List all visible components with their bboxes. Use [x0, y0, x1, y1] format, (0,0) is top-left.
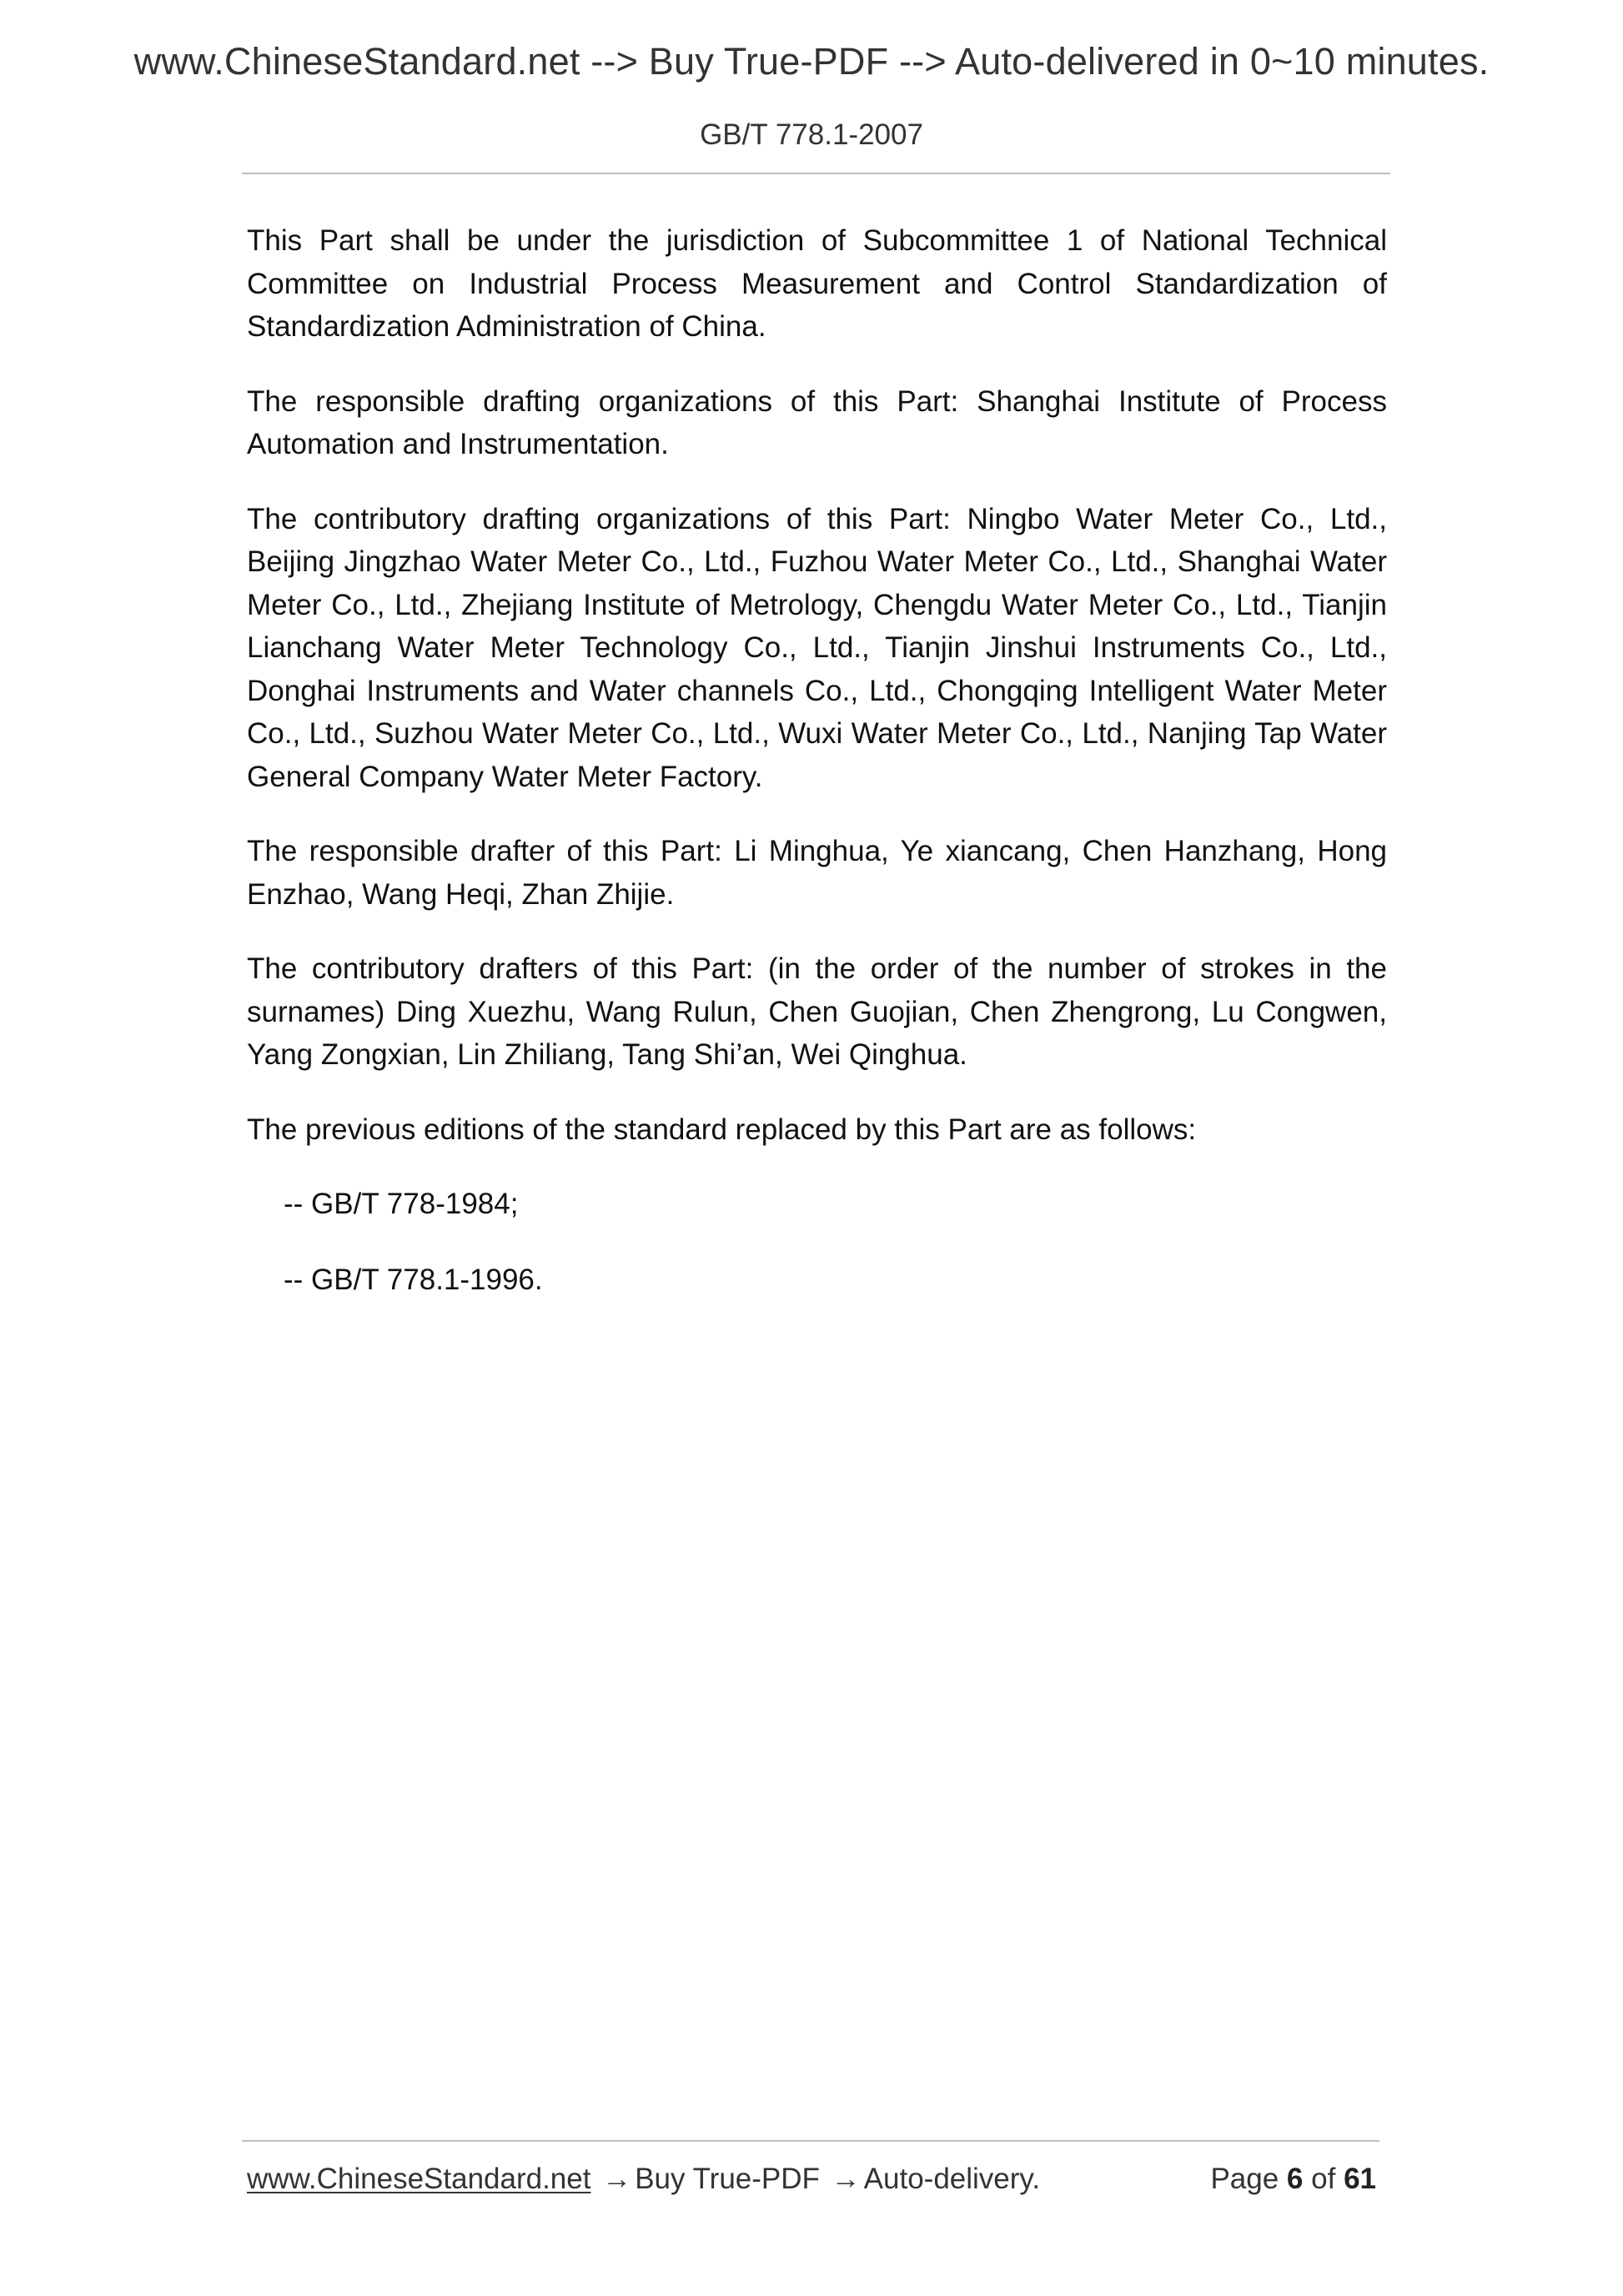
document-body: [247, 219, 1387, 1334]
arrow-right-icon: →: [831, 2163, 861, 2195]
footer-site-link[interactable]: www.ChineseStandard.net: [247, 2163, 591, 2195]
arrow-right-icon: →: [602, 2163, 632, 2195]
page-number: [1210, 2163, 1376, 2196]
of-label: of: [1311, 2163, 1336, 2195]
paragraph-responsible-drafters: The responsible drafter of this Part: Li Minghua, Ye xiancang, Chen Hanzhang, Hong Enzhao, Wang Heqi, Zhan Zhijie.: [247, 835, 1387, 911]
paragraph-contributory-organizations: The contributory drafting organizations of this Part: Ningbo Water Meter Co., Ltd., Beijing Jingzhao Water Meter Co., Ltd., Fuzhou Water Meter Co., Ltd., Shanghai Water Meter Co., Ltd., Zhejiang Institute of Metrology, Chengdu Water Meter Co., Ltd., Tianjin Lianchang Water Meter Technology Co., Ltd., Tianjin Jinshui Instruments Co., Ltd., Donghai Instruments and Water channels Co., Ltd., Chongqing Intelligent Water Meter Co., Ltd., Suzhou Water Meter Co., Ltd., Wuxi Water Meter Co., Ltd., Nanjing Tap Water General Company Water Meter Factory.: [247, 502, 1387, 793]
page-label: Page: [1210, 2163, 1279, 2195]
top-banner: www.ChineseStandard.net --> Buy True-PDF --> Auto-delivered in 0~10 minutes.: [133, 40, 1490, 83]
footer-delivery-text: Auto-delivery.: [863, 2163, 1041, 2195]
page-footer: [247, 2163, 1376, 2199]
paragraph-jurisdiction: This Part shall be under the jurisdiction of Subcommittee 1 of National Technical Committee on Industrial Process Measurement and Control Standardization of Standardization Administration of China.: [247, 224, 1387, 343]
footer-divider: [242, 2140, 1379, 2142]
footer-promo: [247, 2163, 1040, 2196]
standard-code: GB/T 778.1-2007: [700, 118, 923, 151]
list-item-edition-1984: -- GB/T 778-1984;: [284, 1188, 519, 1220]
header-divider: [242, 173, 1390, 174]
list-item-edition-1996: -- GB/T 778.1-1996.: [284, 1263, 543, 1296]
paragraph-previous-editions: The previous editions of the standard replaced by this Part are as follows:: [247, 1113, 1197, 1146]
page-total: 61: [1344, 2163, 1376, 2195]
footer-buy-text: Buy True-PDF: [635, 2163, 820, 2195]
page-current: 6: [1286, 2163, 1304, 2195]
paragraph-responsible-organizations: The responsible drafting organizations of this Part: Shanghai Institute of Process Automation and Instrumentation.: [247, 384, 1387, 460]
paragraph-contributory-drafters: The contributory drafters of this Part: (in the order of the number of strokes in the surnames) Ding Xuezhu, Wang Rulun, Chen Guojian, Chen Zhengrong, Lu Congwen, Yang Zongxian, Lin Zhiliang, Tang Shi’an, Wei Qinghua.: [247, 952, 1387, 1071]
